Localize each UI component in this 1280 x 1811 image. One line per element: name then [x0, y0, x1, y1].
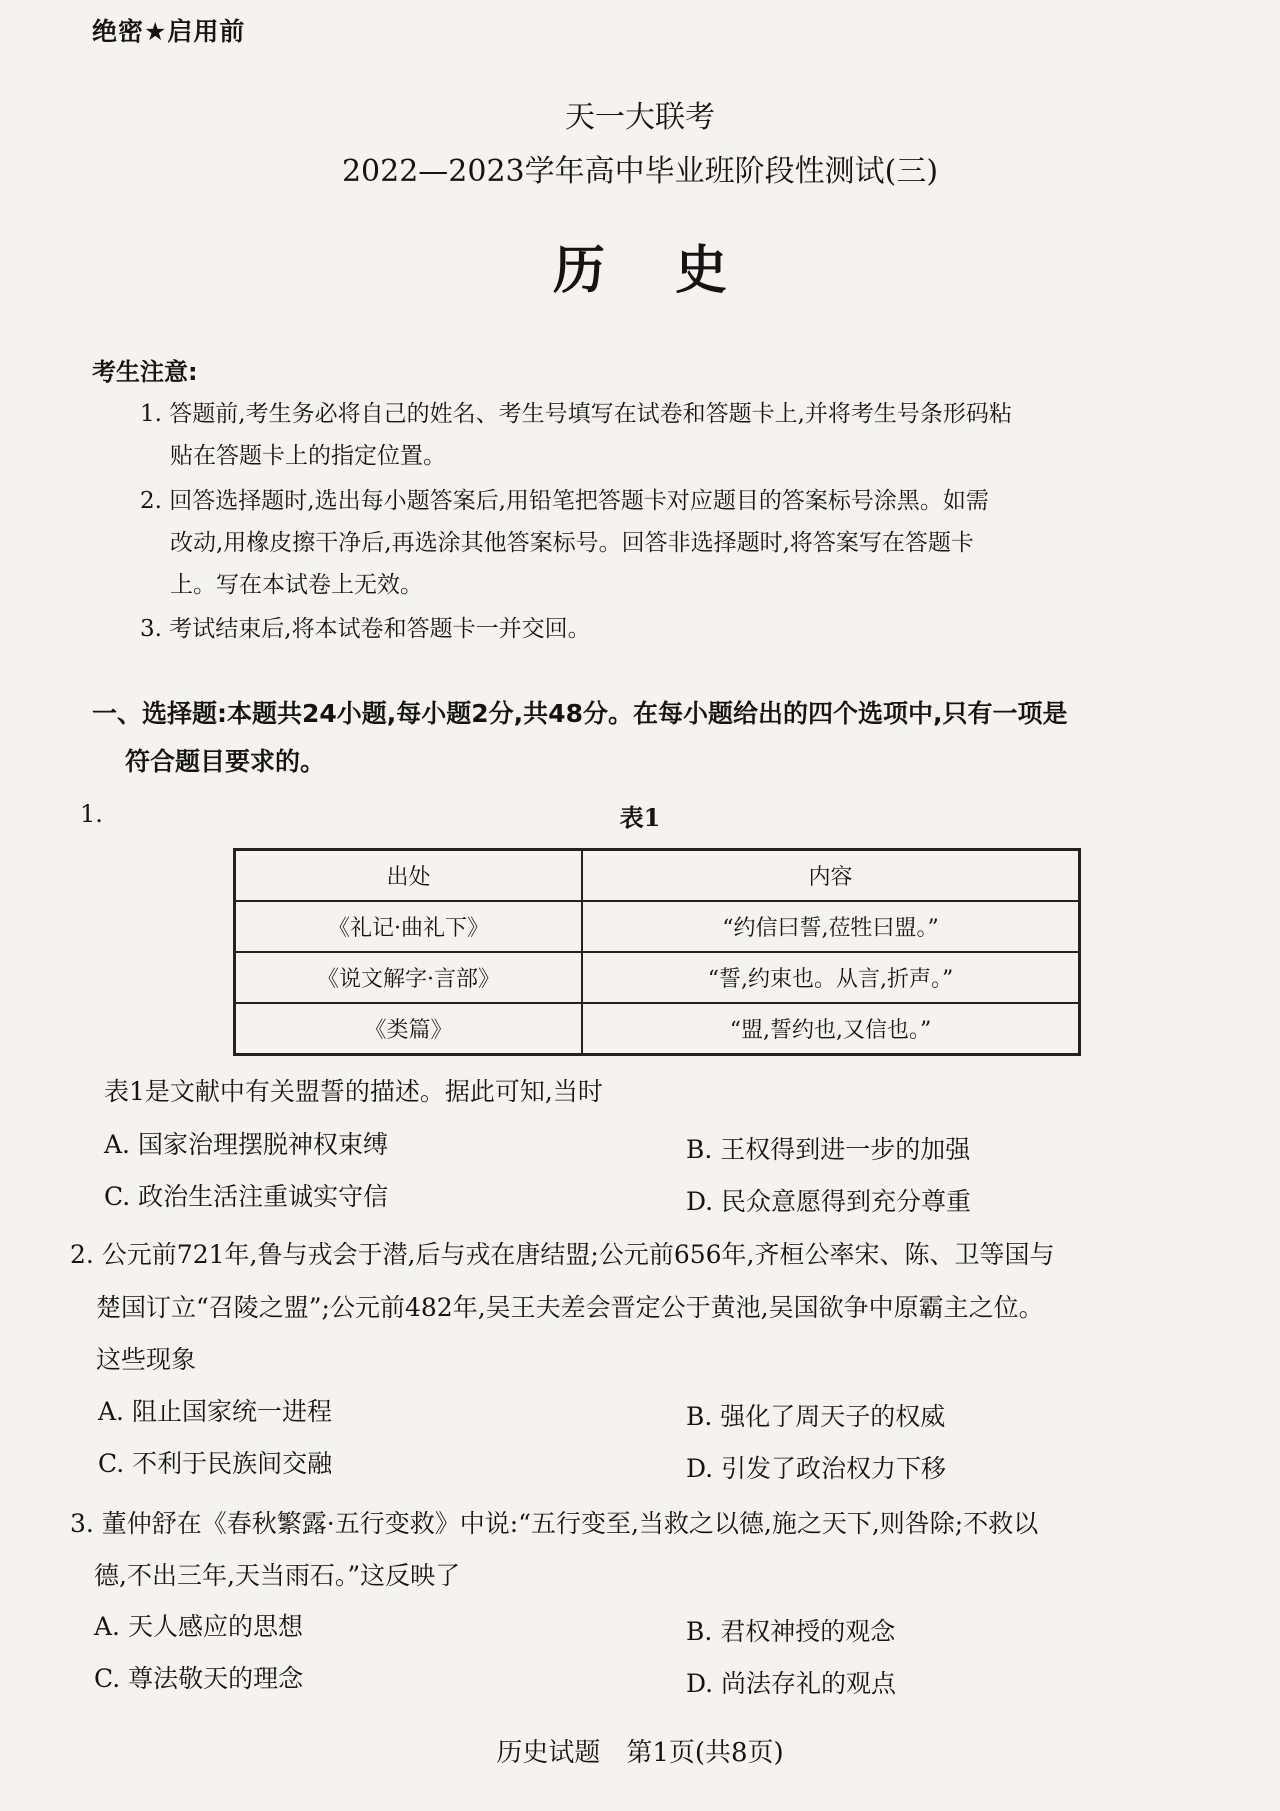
- table-row: [235, 1003, 1080, 1055]
- table-row: [235, 952, 1080, 1003]
- notice-line: 贴在答题卡上的指定位置。: [170, 443, 446, 469]
- exam-title: 2022—2023学年高中毕业班阶段性测试(三): [341, 154, 939, 189]
- organizer: 天一大联考: [565, 100, 715, 135]
- table-row: [235, 901, 1080, 952]
- question-stem: 3. 董仲舒在《春秋繁露·五行变救》中说:“五行变至,当救之以德,施之天下,则咎除;不救以: [70, 1509, 1039, 1538]
- notice-line: 1. 答题前,考生务必将自己的姓名、考生号填写在试卷和答题卡上,并将考生号条形码粘: [140, 401, 1012, 427]
- table-header-cell: 出处: [235, 850, 583, 902]
- table-header-cell: 内容: [582, 850, 1080, 902]
- option-c: C. 政治生活注重诚实守信: [104, 1182, 389, 1211]
- question-stem: 2. 公元前721年,鲁与戎会于潜,后与戎在唐结盟;公元前656年,齐桓公率宋、陈、卫等国与: [70, 1240, 1055, 1269]
- section-heading: 一、选择题:本题共24小题,每小题2分,共48分。在每小题给出的四个选项中,只有一项是: [92, 699, 1068, 728]
- section-heading-cont: 符合题目要求的。: [125, 747, 326, 776]
- table-caption: 表1: [619, 803, 661, 832]
- secret-mark: 绝密★启用前: [92, 17, 246, 46]
- option-a: A. 阻止国家统一进程: [98, 1397, 332, 1426]
- table-cell-content: “约信曰誓,莅牲曰盟。”: [582, 901, 1080, 952]
- notice-line: 3. 考试结束后,将本试卷和答题卡一并交回。: [140, 616, 591, 642]
- option-b: B. 强化了周天子的权威: [686, 1402, 946, 1431]
- page-footer: 历史试题 第1页(共8页): [496, 1738, 784, 1768]
- table-header-row: [235, 850, 1080, 902]
- option-d: D. 尚法存礼的观点: [686, 1669, 897, 1698]
- option-a: A. 天人感应的思想: [94, 1612, 303, 1641]
- table-cell-content: “誓,约束也。从言,折声。”: [582, 952, 1080, 1003]
- table-cell-source: 《礼记·曲礼下》: [235, 901, 583, 952]
- table-cell-source: 《类篇》: [235, 1003, 583, 1055]
- subject-title: 历史: [552, 241, 797, 301]
- question-number: 1.: [80, 800, 103, 828]
- notice-heading: 考生注意:: [92, 358, 198, 386]
- option-d: D. 民众意愿得到充分尊重: [686, 1187, 972, 1216]
- notice-line: 上。写在本试卷上无效。: [170, 572, 423, 598]
- question-stem-cont: 这些现象: [96, 1345, 197, 1374]
- option-d: D. 引发了政治权力下移: [686, 1454, 947, 1483]
- table-cell-content: “盟,誓约也,又信也。”: [582, 1003, 1080, 1055]
- question-stem: 表1是文献中有关盟誓的描述。据此可知,当时: [104, 1077, 603, 1106]
- option-b: B. 王权得到进一步的加强: [686, 1135, 971, 1164]
- option-a: A. 国家治理摆脱神权束缚: [104, 1130, 388, 1159]
- question-stem-cont: 德,不出三年,天当雨石。”这反映了: [94, 1561, 461, 1590]
- question-stem-cont: 楚国订立“召陵之盟”;公元前482年,吴王夫差会晋定公于黄池,吴国欲争中原霸主之位。: [96, 1293, 1044, 1322]
- option-c: C. 不利于民族间交融: [98, 1449, 333, 1478]
- table-cell-source: 《说文解字·言部》: [235, 952, 583, 1003]
- option-b: B. 君权神授的观念: [686, 1617, 896, 1646]
- option-c: C. 尊法敬天的理念: [94, 1664, 304, 1693]
- notice-line: 改动,用橡皮擦干净后,再选涂其他答案标号。回答非选择题时,将答案写在答题卡: [170, 530, 974, 556]
- source-table: [233, 848, 1081, 1056]
- notice-line: 2. 回答选择题时,选出每小题答案后,用铅笔把答题卡对应题目的答案标号涂黑。如需: [140, 488, 989, 514]
